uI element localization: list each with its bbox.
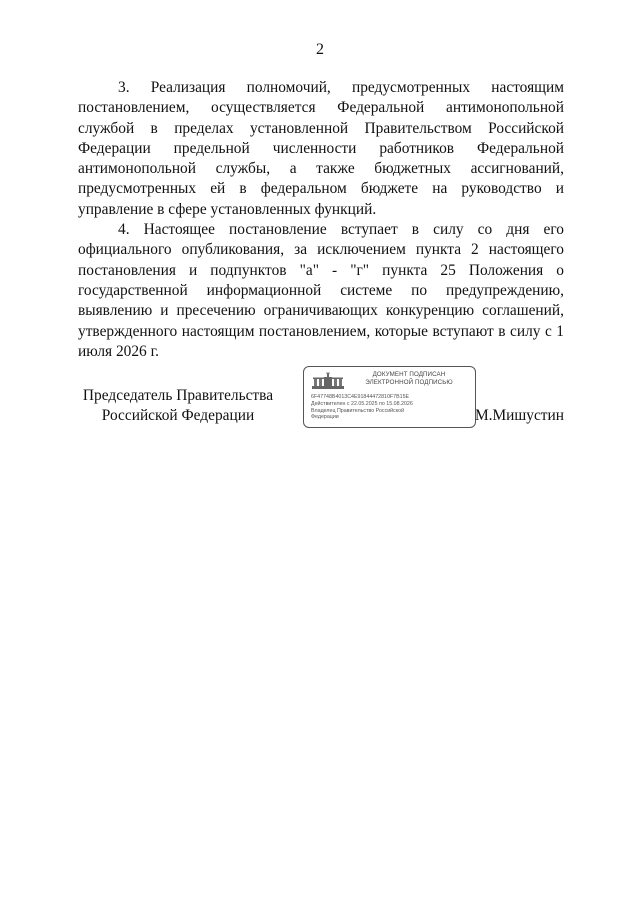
signatory-position-line1: Председатель Правительства bbox=[82, 387, 274, 404]
stamp-title-line2: ЭЛЕКТРОННОЙ ПОДПИСЬЮ bbox=[365, 378, 453, 386]
stamp-title-line1: ДОКУМЕНТ ПОДПИСАН bbox=[372, 371, 446, 378]
stamp-owner-line1: Владелец Правительство Российской bbox=[311, 407, 405, 414]
electronic-signature-stamp bbox=[303, 366, 476, 428]
signatory-name: М.Мишустин bbox=[474, 407, 564, 424]
document-body bbox=[78, 78, 564, 362]
paragraph-3: 3. Реализация полномочий, предусмотренных настоящим постановлением, осуществляется Федеральной антимонопольной службой в пределах установленной Правительством Российской Федерации предельной численности работников Федеральной антимонопольной службы, а также бюджетных ассигнований, предусмотренных ей в федеральном бюджете на руководство и управление в сфере установленных функций. bbox=[78, 79, 564, 218]
page-number: 2 bbox=[316, 41, 324, 58]
stamp-validity: Действителен с 22.05.2025 по 15.08.2026 bbox=[311, 400, 413, 407]
stamp-certificate: 6F47748B4013C4E91844472810F7B15E bbox=[311, 394, 410, 400]
signatory-position bbox=[78, 386, 278, 426]
paragraph-4: 4. Настоящее постановление вступает в силу со дня его официального опубликования, за исключением пункта 2 настоящего постановления и подпунктов "а" - "г" пункта 25 Положения о государственной информационной системе по предупреждению, выявлению и пресечению ограничивающих конкуренцию соглашений, утвержденного настоящим постановлением, которые вступают в силу с 1 июля 2026 г. bbox=[78, 221, 564, 360]
stamp-details bbox=[311, 394, 471, 421]
signatory-position-line2: Российской Федерации bbox=[101, 407, 255, 424]
stamp-title bbox=[346, 371, 472, 386]
government-building-icon bbox=[311, 372, 345, 390]
stamp-owner-line2: Федерации bbox=[311, 414, 339, 421]
